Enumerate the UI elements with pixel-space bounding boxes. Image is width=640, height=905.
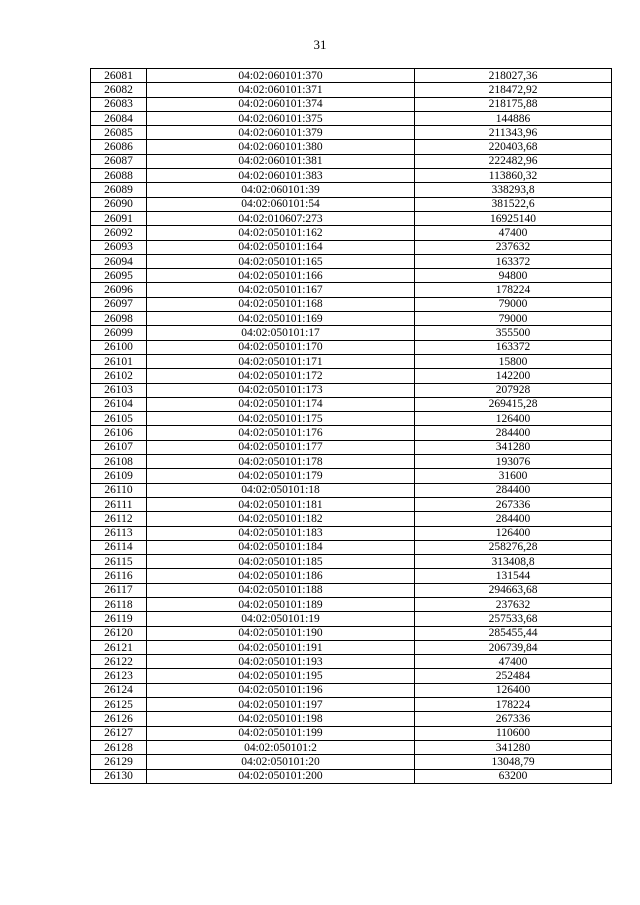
cadastral-number-cell: 04:02:050101:177 bbox=[147, 440, 415, 454]
value-cell: 206739,84 bbox=[415, 640, 612, 654]
cadastral-number-cell: 04:02:060101:380 bbox=[147, 140, 415, 154]
table-row bbox=[91, 440, 612, 454]
cadastral-number-cell: 04:02:050101:182 bbox=[147, 512, 415, 526]
row-number-cell: 26087 bbox=[91, 154, 147, 168]
cadastral-number-cell: 04:02:050101:197 bbox=[147, 698, 415, 712]
value-cell: 381522,6 bbox=[415, 197, 612, 211]
row-number-cell: 26110 bbox=[91, 483, 147, 497]
cadastral-number-cell: 04:02:050101:19 bbox=[147, 612, 415, 626]
value-cell: 126400 bbox=[415, 683, 612, 697]
cadastral-number-cell: 04:02:050101:181 bbox=[147, 497, 415, 511]
value-cell: 211343,96 bbox=[415, 126, 612, 140]
cadastral-number-cell: 04:02:050101:179 bbox=[147, 469, 415, 483]
value-cell: 284400 bbox=[415, 512, 612, 526]
table-row bbox=[91, 69, 612, 83]
row-number-cell: 26094 bbox=[91, 254, 147, 268]
value-cell: 163372 bbox=[415, 340, 612, 354]
table-row bbox=[91, 297, 612, 311]
table-row bbox=[91, 769, 612, 783]
cadastral-number-cell: 04:02:050101:173 bbox=[147, 383, 415, 397]
cadastral-number-cell: 04:02:050101:186 bbox=[147, 569, 415, 583]
value-cell: 341280 bbox=[415, 440, 612, 454]
row-number-cell: 26111 bbox=[91, 497, 147, 511]
row-number-cell: 26122 bbox=[91, 655, 147, 669]
page-number: 31 bbox=[313, 37, 327, 52]
cadastral-number-cell: 04:02:050101:175 bbox=[147, 412, 415, 426]
table-row bbox=[91, 655, 612, 669]
table-row bbox=[91, 83, 612, 97]
row-number-cell: 26088 bbox=[91, 169, 147, 183]
cadastral-number-cell: 04:02:050101:199 bbox=[147, 726, 415, 740]
value-cell: 94800 bbox=[415, 269, 612, 283]
value-cell: 15800 bbox=[415, 354, 612, 368]
row-number-cell: 26127 bbox=[91, 726, 147, 740]
row-number-cell: 26097 bbox=[91, 297, 147, 311]
table-row bbox=[91, 626, 612, 640]
table-row bbox=[91, 555, 612, 569]
data-table bbox=[90, 68, 612, 784]
table-row bbox=[91, 640, 612, 654]
value-cell: 218027,36 bbox=[415, 69, 612, 83]
cadastral-number-cell: 04:02:050101:170 bbox=[147, 340, 415, 354]
value-cell: 313408,8 bbox=[415, 555, 612, 569]
value-cell: 222482,96 bbox=[415, 154, 612, 168]
table-row bbox=[91, 426, 612, 440]
table-row bbox=[91, 169, 612, 183]
cadastral-number-cell: 04:02:050101:191 bbox=[147, 640, 415, 654]
cadastral-number-cell: 04:02:060101:374 bbox=[147, 97, 415, 111]
row-number-cell: 26107 bbox=[91, 440, 147, 454]
table-row bbox=[91, 698, 612, 712]
row-number-cell: 26092 bbox=[91, 226, 147, 240]
value-cell: 237632 bbox=[415, 597, 612, 611]
row-number-cell: 26098 bbox=[91, 312, 147, 326]
cadastral-number-cell: 04:02:050101:200 bbox=[147, 769, 415, 783]
row-number-cell: 26119 bbox=[91, 612, 147, 626]
cadastral-number-cell: 04:02:050101:17 bbox=[147, 326, 415, 340]
cadastral-number-cell: 04:02:050101:190 bbox=[147, 626, 415, 640]
value-cell: 285455,44 bbox=[415, 626, 612, 640]
cadastral-number-cell: 04:02:050101:171 bbox=[147, 354, 415, 368]
table-row bbox=[91, 111, 612, 125]
cadastral-number-cell: 04:02:050101:183 bbox=[147, 526, 415, 540]
value-cell: 237632 bbox=[415, 240, 612, 254]
row-number-cell: 26089 bbox=[91, 183, 147, 197]
table-row bbox=[91, 497, 612, 511]
cadastral-number-cell: 04:02:050101:196 bbox=[147, 683, 415, 697]
value-cell: 47400 bbox=[415, 226, 612, 240]
row-number-cell: 26096 bbox=[91, 283, 147, 297]
value-cell: 126400 bbox=[415, 526, 612, 540]
cadastral-number-cell: 04:02:050101:18 bbox=[147, 483, 415, 497]
value-cell: 144886 bbox=[415, 111, 612, 125]
row-number-cell: 26130 bbox=[91, 769, 147, 783]
table-row bbox=[91, 383, 612, 397]
row-number-cell: 26108 bbox=[91, 455, 147, 469]
row-number-cell: 26114 bbox=[91, 540, 147, 554]
cadastral-number-cell: 04:02:050101:198 bbox=[147, 712, 415, 726]
cadastral-number-cell: 04:02:050101:2 bbox=[147, 740, 415, 754]
table-row bbox=[91, 526, 612, 540]
cadastral-number-cell: 04:02:060101:381 bbox=[147, 154, 415, 168]
table-row bbox=[91, 312, 612, 326]
cadastral-number-cell: 04:02:060101:39 bbox=[147, 183, 415, 197]
row-number-cell: 26121 bbox=[91, 640, 147, 654]
table-row bbox=[91, 369, 612, 383]
table-row bbox=[91, 569, 612, 583]
cadastral-number-cell: 04:02:050101:20 bbox=[147, 755, 415, 769]
table-row bbox=[91, 740, 612, 754]
cadastral-number-cell: 04:02:060101:370 bbox=[147, 69, 415, 83]
value-cell: 218472,92 bbox=[415, 83, 612, 97]
table-row bbox=[91, 412, 612, 426]
value-cell: 47400 bbox=[415, 655, 612, 669]
cadastral-number-cell: 04:02:050101:193 bbox=[147, 655, 415, 669]
row-number-cell: 26117 bbox=[91, 583, 147, 597]
row-number-cell: 26083 bbox=[91, 97, 147, 111]
table-row bbox=[91, 140, 612, 154]
row-number-cell: 26104 bbox=[91, 397, 147, 411]
table-row bbox=[91, 254, 612, 268]
value-cell: 79000 bbox=[415, 312, 612, 326]
value-cell: 142200 bbox=[415, 369, 612, 383]
cadastral-number-cell: 04:02:050101:178 bbox=[147, 455, 415, 469]
table-row bbox=[91, 340, 612, 354]
cadastral-number-cell: 04:02:050101:184 bbox=[147, 540, 415, 554]
row-number-cell: 26100 bbox=[91, 340, 147, 354]
row-number-cell: 26120 bbox=[91, 626, 147, 640]
value-cell: 258276,28 bbox=[415, 540, 612, 554]
value-cell: 113860,32 bbox=[415, 169, 612, 183]
table-row bbox=[91, 326, 612, 340]
table-row bbox=[91, 269, 612, 283]
value-cell: 284400 bbox=[415, 426, 612, 440]
table-body bbox=[91, 69, 612, 784]
table-row bbox=[91, 597, 612, 611]
table-row bbox=[91, 483, 612, 497]
table-row bbox=[91, 211, 612, 225]
cadastral-number-cell: 04:02:050101:165 bbox=[147, 254, 415, 268]
table-row bbox=[91, 512, 612, 526]
table-row bbox=[91, 197, 612, 211]
table-row bbox=[91, 126, 612, 140]
value-cell: 341280 bbox=[415, 740, 612, 754]
row-number-cell: 26086 bbox=[91, 140, 147, 154]
value-cell: 338293,8 bbox=[415, 183, 612, 197]
value-cell: 163372 bbox=[415, 254, 612, 268]
table-row bbox=[91, 455, 612, 469]
cadastral-number-cell: 04:02:050101:167 bbox=[147, 283, 415, 297]
table-row bbox=[91, 226, 612, 240]
row-number-cell: 26082 bbox=[91, 83, 147, 97]
value-cell: 284400 bbox=[415, 483, 612, 497]
value-cell: 207928 bbox=[415, 383, 612, 397]
cadastral-number-cell: 04:02:050101:185 bbox=[147, 555, 415, 569]
table-row bbox=[91, 712, 612, 726]
value-cell: 63200 bbox=[415, 769, 612, 783]
cadastral-number-cell: 04:02:050101:168 bbox=[147, 297, 415, 311]
table-row bbox=[91, 183, 612, 197]
row-number-cell: 26081 bbox=[91, 69, 147, 83]
row-number-cell: 26090 bbox=[91, 197, 147, 211]
row-number-cell: 26128 bbox=[91, 740, 147, 754]
row-number-cell: 26116 bbox=[91, 569, 147, 583]
table-row bbox=[91, 683, 612, 697]
row-number-cell: 26125 bbox=[91, 698, 147, 712]
row-number-cell: 26106 bbox=[91, 426, 147, 440]
row-number-cell: 26095 bbox=[91, 269, 147, 283]
cadastral-number-cell: 04:02:050101:172 bbox=[147, 369, 415, 383]
row-number-cell: 26101 bbox=[91, 354, 147, 368]
table-row bbox=[91, 397, 612, 411]
value-cell: 267336 bbox=[415, 497, 612, 511]
value-cell: 178224 bbox=[415, 698, 612, 712]
value-cell: 31600 bbox=[415, 469, 612, 483]
cadastral-number-cell: 04:02:060101:379 bbox=[147, 126, 415, 140]
row-number-cell: 26103 bbox=[91, 383, 147, 397]
table-row bbox=[91, 97, 612, 111]
cadastral-number-cell: 04:02:050101:174 bbox=[147, 397, 415, 411]
table-row bbox=[91, 240, 612, 254]
row-number-cell: 26129 bbox=[91, 755, 147, 769]
value-cell: 257533,68 bbox=[415, 612, 612, 626]
table-row bbox=[91, 669, 612, 683]
value-cell: 355500 bbox=[415, 326, 612, 340]
row-number-cell: 26105 bbox=[91, 412, 147, 426]
value-cell: 267336 bbox=[415, 712, 612, 726]
row-number-cell: 26109 bbox=[91, 469, 147, 483]
value-cell: 178224 bbox=[415, 283, 612, 297]
row-number-cell: 26123 bbox=[91, 669, 147, 683]
value-cell: 110600 bbox=[415, 726, 612, 740]
value-cell: 220403,68 bbox=[415, 140, 612, 154]
table-row bbox=[91, 583, 612, 597]
table-row bbox=[91, 283, 612, 297]
row-number-cell: 26112 bbox=[91, 512, 147, 526]
row-number-cell: 26118 bbox=[91, 597, 147, 611]
value-cell: 193076 bbox=[415, 455, 612, 469]
value-cell: 294663,68 bbox=[415, 583, 612, 597]
row-number-cell: 26115 bbox=[91, 555, 147, 569]
table-row bbox=[91, 354, 612, 368]
row-number-cell: 26084 bbox=[91, 111, 147, 125]
table-row bbox=[91, 154, 612, 168]
row-number-cell: 26085 bbox=[91, 126, 147, 140]
cadastral-number-cell: 04:02:050101:164 bbox=[147, 240, 415, 254]
value-cell: 16925140 bbox=[415, 211, 612, 225]
table-row bbox=[91, 726, 612, 740]
cadastral-number-cell: 04:02:060101:375 bbox=[147, 111, 415, 125]
value-cell: 269415,28 bbox=[415, 397, 612, 411]
row-number-cell: 26102 bbox=[91, 369, 147, 383]
value-cell: 126400 bbox=[415, 412, 612, 426]
row-number-cell: 26126 bbox=[91, 712, 147, 726]
value-cell: 131544 bbox=[415, 569, 612, 583]
table-row bbox=[91, 469, 612, 483]
cadastral-number-cell: 04:02:050101:188 bbox=[147, 583, 415, 597]
value-cell: 13048,79 bbox=[415, 755, 612, 769]
cadastral-number-cell: 04:02:060101:54 bbox=[147, 197, 415, 211]
cadastral-number-cell: 04:02:050101:195 bbox=[147, 669, 415, 683]
cadastral-number-cell: 04:02:050101:162 bbox=[147, 226, 415, 240]
cadastral-number-cell: 04:02:050101:166 bbox=[147, 269, 415, 283]
cadastral-number-cell: 04:02:060101:383 bbox=[147, 169, 415, 183]
table-row bbox=[91, 612, 612, 626]
cadastral-number-cell: 04:02:060101:371 bbox=[147, 83, 415, 97]
cadastral-number-cell: 04:02:010607:273 bbox=[147, 211, 415, 225]
value-cell: 252484 bbox=[415, 669, 612, 683]
cadastral-number-cell: 04:02:050101:169 bbox=[147, 312, 415, 326]
value-cell: 79000 bbox=[415, 297, 612, 311]
cadastral-number-cell: 04:02:050101:189 bbox=[147, 597, 415, 611]
row-number-cell: 26091 bbox=[91, 211, 147, 225]
table-row bbox=[91, 755, 612, 769]
cadastral-number-cell: 04:02:050101:176 bbox=[147, 426, 415, 440]
value-cell: 218175,88 bbox=[415, 97, 612, 111]
row-number-cell: 26113 bbox=[91, 526, 147, 540]
table-row bbox=[91, 540, 612, 554]
row-number-cell: 26099 bbox=[91, 326, 147, 340]
row-number-cell: 26124 bbox=[91, 683, 147, 697]
row-number-cell: 26093 bbox=[91, 240, 147, 254]
